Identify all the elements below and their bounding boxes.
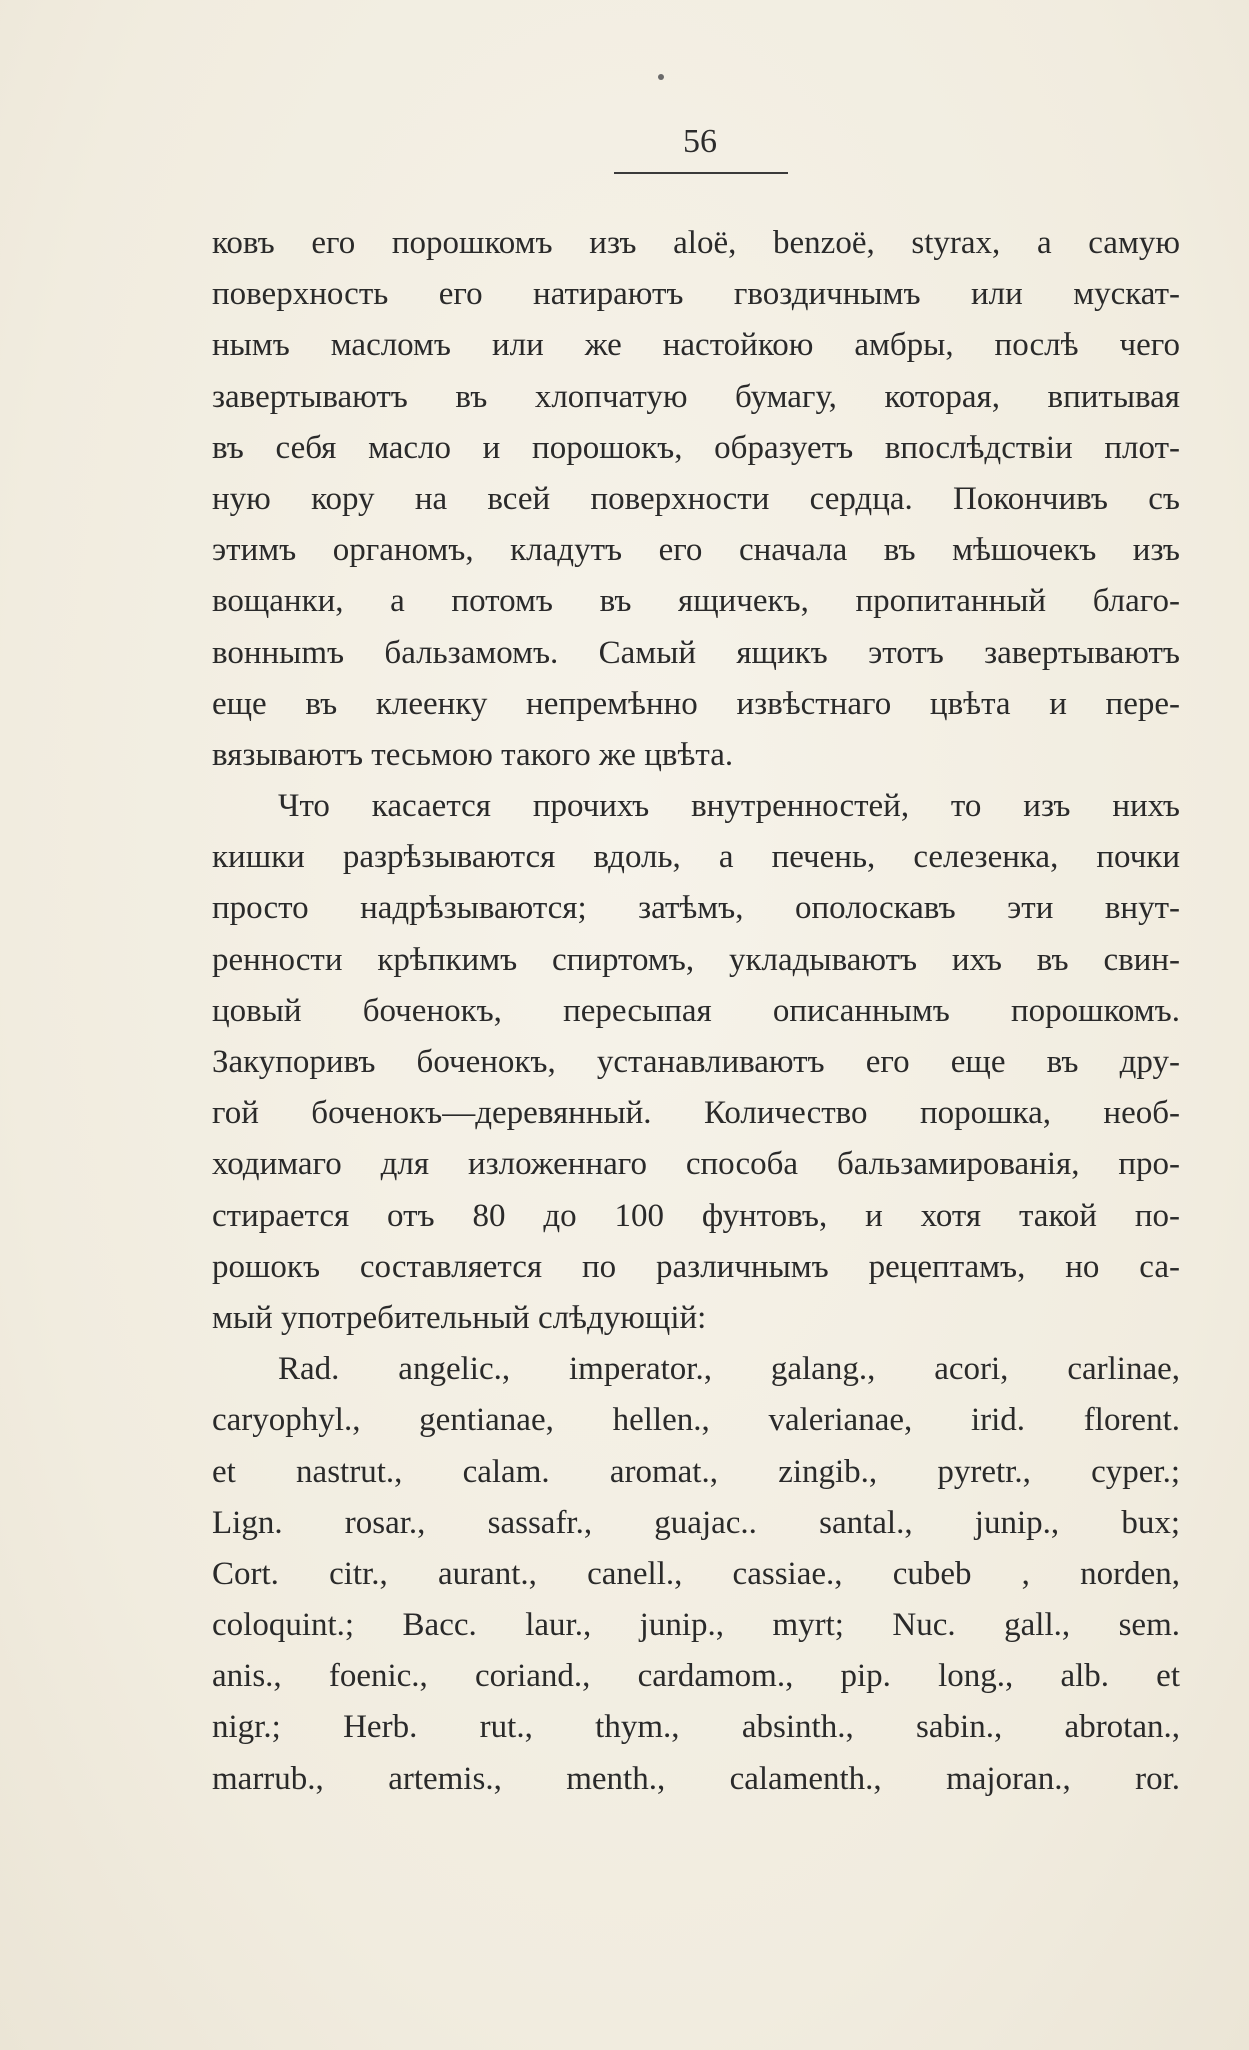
text-line: anis., foenic., coriand., cardamom., pip. long., alb. et — [212, 1658, 1180, 1695]
text-line: просто надрѣзываются; затѣмъ, ополоскавъ эти внут- — [212, 890, 1180, 927]
text-line: ную кору на всей поверхности сердца. Покончивъ съ — [212, 480, 1180, 517]
text-line: marrub., artemis., menth., calamenth., majoran., ror. — [212, 1760, 1180, 1797]
text-line: мый употребительный слѣдующій: — [212, 1299, 707, 1336]
text-line: Cort. citr., aurant., canell., cassiae., cubeb , norden, — [212, 1555, 1180, 1592]
text-line: coloquint.; Bacc. laur., junip., myrt; Nuc. gall., sem. — [212, 1607, 1180, 1644]
text-line: nigr.; Herb. rut., thym., absinth., sabin., abrotan., — [212, 1709, 1180, 1746]
text-line: гой боченокъ—деревянный. Количество порошка, необ- — [212, 1095, 1180, 1132]
text-line: ренности крѣпкимъ спиртомъ, укладываютъ ихъ въ свин- — [212, 941, 1180, 978]
text-line: поверхность его натираютъ гвоздичнымъ или мускат- — [212, 276, 1180, 313]
text-line: caryophyl., gentianae, hellen., valerianae, irid. florent. — [212, 1402, 1180, 1439]
page-number: 56 — [683, 123, 717, 160]
text-line: вощанки, а потомъ въ ящичекъ, пропитанный благо- — [212, 583, 1180, 620]
text-line: цовый боченокъ, пересыпая описаннымъ порошкомъ. — [212, 992, 1180, 1029]
text-line: Lign. rosar., sassafr., guajac.. santal., junip., bux; — [212, 1504, 1180, 1541]
text-line: вонныmъ бальзамомъ. Самый ящикъ этотъ завертываютъ — [212, 634, 1180, 671]
text-line: рошокъ составляется по различнымъ рецептамъ, но са- — [212, 1248, 1180, 1285]
text-line: ходимаго для изложеннаго способа бальзамированія, про- — [212, 1146, 1180, 1183]
body-text — [212, 218, 1180, 1805]
text-line: нымъ масломъ или же настойкою амбры, послѣ чего — [212, 327, 1180, 364]
text-line: ковъ его порошкомъ изъ aloë, benzoë, styrax, а самую — [212, 225, 1180, 261]
text-line: кишки разрѣзываются вдоль, а печень, селезенка, почки — [212, 839, 1180, 876]
ink-speck — [658, 74, 664, 80]
page-number-rule — [614, 172, 788, 174]
text-line: Что касается прочихъ внутренностей, то изъ нихъ — [278, 788, 1180, 825]
text-line: вязываютъ тесьмою такого же цвѣта. — [212, 736, 734, 773]
text-line: въ себя масло и порошокъ, образуетъ впослѣдствіи плот- — [212, 429, 1180, 466]
text-line: завертываютъ въ хлопчатую бумагу, которая, впитывая — [212, 378, 1180, 415]
text-line: стирается отъ 80 до 100 фунтовъ, и хотя такой по- — [212, 1197, 1180, 1234]
text-line: et nastrut., calam. aromat., zingib., pyretr., cyper.; — [212, 1453, 1180, 1490]
text-line: Rad. angelic., imperator., galang., acori, carlinae, — [278, 1351, 1180, 1388]
text-line: этимъ органомъ, кладутъ его сначала въ мѣшочекъ изъ — [212, 532, 1180, 569]
text-line: еще въ клеенку непремѣнно извѣстнаго цвѣта и пере- — [212, 685, 1180, 722]
text-line: Закупоривъ боченокъ, устанавливаютъ его еще въ дру- — [212, 1044, 1180, 1080]
